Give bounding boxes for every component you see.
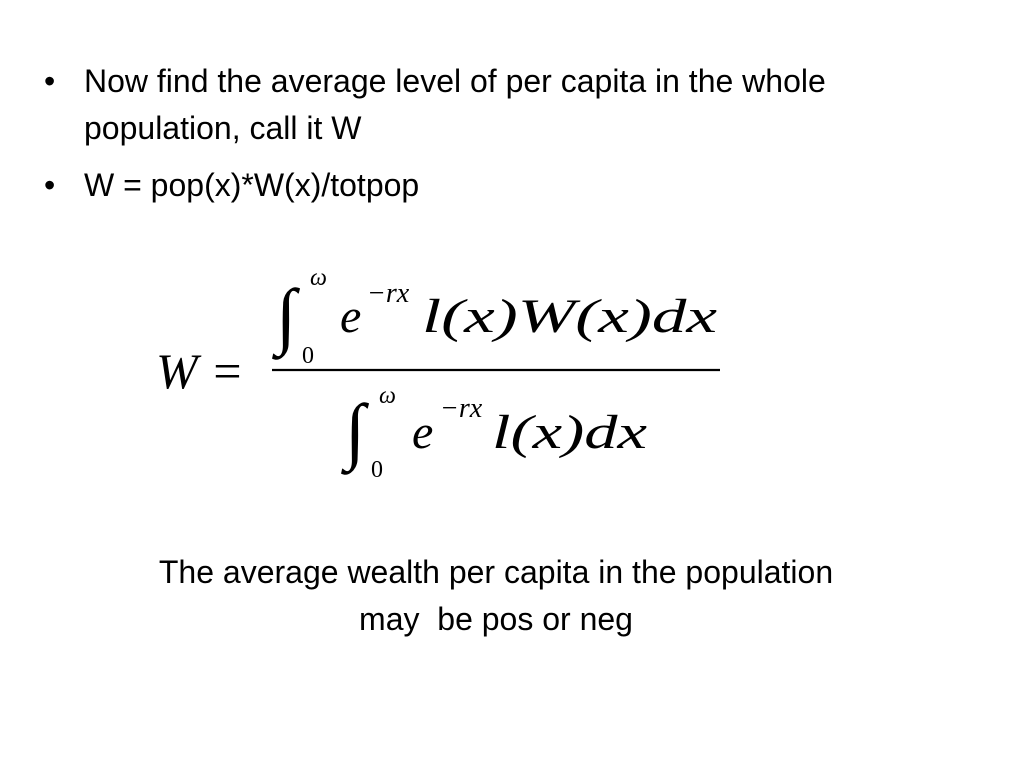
caption-line-1: The average wealth per capita in the population	[158, 554, 834, 590]
numerator-rest: l(x)W(x)dx	[422, 290, 717, 343]
numerator-upper-limit: ω	[310, 265, 327, 291]
caption	[0, 549, 992, 643]
bullet-text: W = pop(x)*W(x)/totpop	[84, 167, 420, 203]
bullet-marker: •	[44, 63, 56, 99]
wealth-formula	[150, 255, 750, 495]
denominator-lower-limit: 0	[371, 457, 383, 483]
bullet-text: Now find the average level of per capita in the whole population, call it W	[84, 63, 826, 146]
denominator-exponent: −rx	[440, 393, 483, 424]
denominator-base: e	[412, 406, 434, 459]
denominator-rest: l(x)dx	[492, 406, 647, 459]
denominator-integral-sign: ∫	[345, 390, 366, 472]
denominator-upper-limit: ω	[379, 383, 396, 409]
bullet-list	[44, 58, 944, 219]
bullet-item-average-level	[44, 58, 944, 152]
numerator-exponent: −rx	[367, 278, 410, 309]
numerator-lower-limit: 0	[302, 343, 314, 369]
bullet-item-formula-text	[44, 162, 944, 209]
bullet-marker: •	[44, 167, 56, 203]
caption-line-2: may be pos or neg	[359, 601, 633, 637]
numerator-integral-sign: ∫	[276, 275, 297, 357]
numerator-base: e	[340, 290, 362, 343]
formula-lhs: W =	[156, 343, 244, 399]
